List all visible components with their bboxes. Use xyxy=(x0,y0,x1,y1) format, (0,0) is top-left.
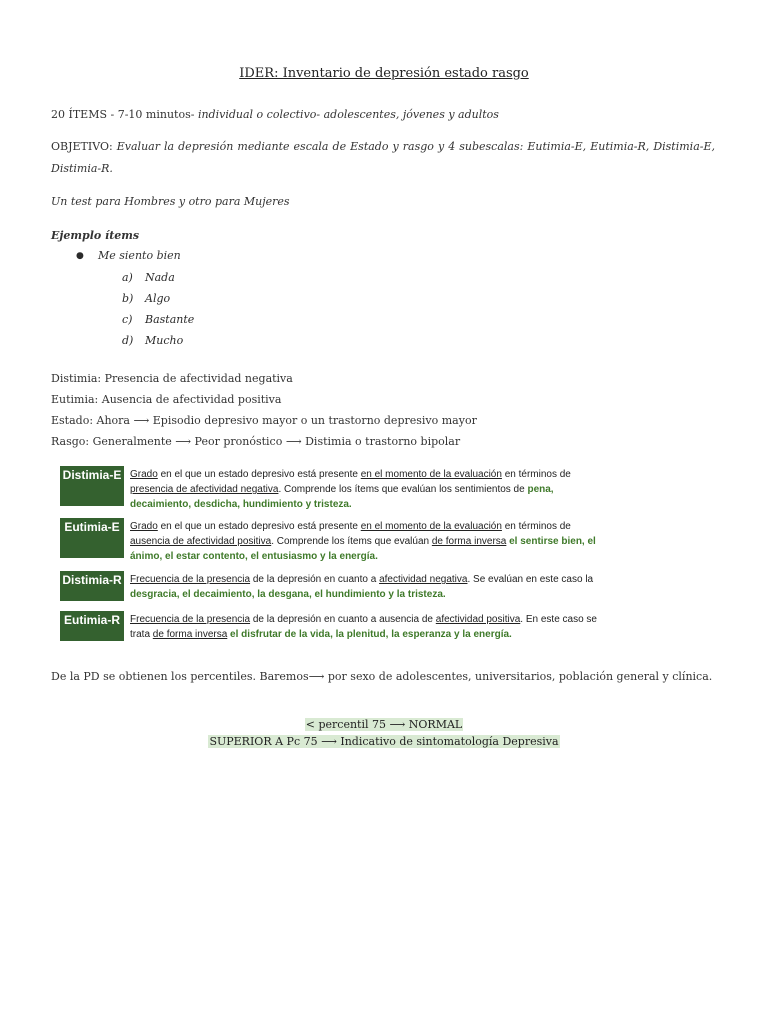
description-segment: ausencia de afectividad positiva xyxy=(130,536,272,547)
description-segment: en el que un estado depresivo está presente xyxy=(157,521,361,532)
subscale-label: Distimia-E xyxy=(60,466,124,506)
description-segment: en términos de xyxy=(501,469,571,480)
interpretation-normal xyxy=(0,718,768,731)
option-text: Algo xyxy=(145,292,171,305)
objective-text: Evaluar la depresión mediante escala de Estado y rasgo y 4 subescalas: Eutimia-E, Eutimia-R, Distimia-E, Distimia-R. xyxy=(51,140,715,175)
description-segment: . En este caso se trata xyxy=(130,614,597,640)
description-segment: en el momento de la evaluación xyxy=(360,469,502,480)
description-segment: de forma inversa xyxy=(152,629,228,640)
meta-line xyxy=(51,108,499,121)
description-segment: Grado xyxy=(130,469,158,480)
description-segment: el disfrutar de la vida, la plenitud, la esperanza y la energía. xyxy=(227,629,512,640)
option-letter: a) xyxy=(122,271,133,284)
option-letter: d) xyxy=(122,334,134,347)
interpretation-depressive xyxy=(0,735,768,748)
page-title: IDER: Inventario de depresión estado rasgo xyxy=(239,66,529,81)
definition-item: Distimia: Presencia de afectividad negativa xyxy=(51,372,293,385)
meta-line-prefix: 20 ÍTEMS - 7-10 minutos- xyxy=(51,108,195,121)
description-segment: desgracia, el decaimiento, la desgana, el hundimiento y la tristeza. xyxy=(130,589,446,600)
subscale-label: Distimia-R xyxy=(60,571,124,601)
option-letter: c) xyxy=(122,313,133,326)
subscale-description xyxy=(130,572,602,602)
description-segment: pena, decaimiento, desdicha, hundimiento y tristeza. xyxy=(130,484,554,510)
interpretation-depressive-text: SUPERIOR A Pc 75 ⟶ Indicativo de sintomatología Depresiva xyxy=(209,735,559,748)
interpretation-normal-text: < percentil 75 ⟶ NORMAL xyxy=(305,718,463,731)
meta-line-rest: individual o colectivo- adolescentes, jóvenes y adultos xyxy=(194,108,499,121)
description-segment: afectividad positiva xyxy=(435,614,521,625)
definition-item: Eutimia: Ausencia de afectividad positiva xyxy=(51,393,282,406)
description-segment: el sentirse bien, el ánimo, el estar contento, el entusiasmo y la energía. xyxy=(130,536,596,562)
percentiles-note: De la PD se obtienen los percentiles. Baremos⟶ por sexo de adolescentes, universitarios, población general y clínica. xyxy=(51,670,713,683)
description-segment: afectividad negativa xyxy=(379,574,468,585)
definitions-list xyxy=(51,368,477,452)
example-item: Me siento bien xyxy=(98,249,181,262)
description-segment: en el que un estado depresivo está presente xyxy=(157,469,361,480)
description-segment: Frecuencia de la presencia xyxy=(130,574,251,585)
test-note: Un test para Hombres y otro para Mujeres xyxy=(51,195,290,208)
option-text: Nada xyxy=(145,271,175,284)
option-text: Bastante xyxy=(145,313,195,326)
description-segment: en términos de xyxy=(501,521,571,532)
definition-item: Estado: Ahora ⟶ Episodio depresivo mayor o un trastorno depresivo mayor xyxy=(51,414,477,427)
subscale-description xyxy=(130,519,602,564)
subscale-description xyxy=(130,612,602,642)
bullet-icon: ● xyxy=(76,251,84,261)
description-segment: . Comprende los ítems que evalúan xyxy=(271,536,432,547)
objective-label: OBJETIVO: xyxy=(51,140,113,153)
definition-item: Rasgo: Generalmente ⟶ Peor pronóstico ⟶ Distimia o trastorno bipolar xyxy=(51,435,461,448)
option-letter: b) xyxy=(122,292,134,305)
objective-paragraph xyxy=(51,136,715,180)
example-heading: Ejemplo ítems xyxy=(51,229,140,242)
subscale-description xyxy=(130,467,602,512)
description-segment: de la depresión en cuanto a ausencia de xyxy=(250,614,436,625)
description-segment: presencia de afectividad negativa xyxy=(130,484,279,495)
description-segment: de la depresión en cuanto a xyxy=(250,574,380,585)
description-segment: . Comprende los ítems que evalúan los sentimientos de xyxy=(278,484,528,495)
description-segment: Grado xyxy=(130,521,158,532)
description-segment: . Se evalúan en este caso la xyxy=(467,574,594,585)
description-segment: Frecuencia de la presencia xyxy=(130,614,251,625)
option-text: Mucho xyxy=(145,334,184,347)
subscale-label: Eutimia-E xyxy=(60,518,124,558)
subscale-label: Eutimia-R xyxy=(60,611,124,641)
description-segment: de forma inversa xyxy=(431,536,507,547)
description-segment: en el momento de la evaluación xyxy=(360,521,502,532)
